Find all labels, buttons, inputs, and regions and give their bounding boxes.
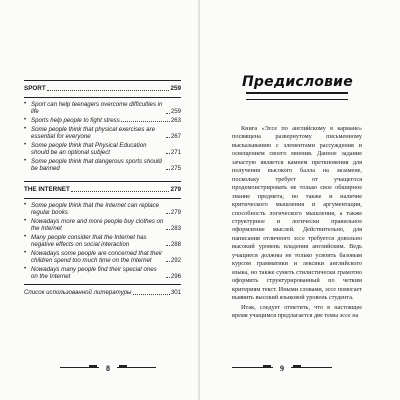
- toc-item[interactable]: [24, 101, 181, 116]
- toc-item-page: 292: [170, 257, 181, 264]
- footer-ornament-icon: [60, 365, 99, 371]
- section-title: THE INTERNET: [24, 185, 70, 193]
- toc-item-page: 288: [170, 241, 181, 248]
- toc-item-title: Nowadays many people find their special ones on the Internet: [31, 265, 157, 280]
- toc-item-page: 263: [170, 117, 181, 124]
- toc-item[interactable]: [24, 234, 181, 249]
- section-rule: [24, 198, 181, 199]
- page-title: Предисловие: [242, 74, 353, 90]
- toc-item[interactable]: [24, 142, 181, 157]
- title-underline-ornament: [246, 92, 348, 100]
- toc-item-page: 267: [170, 133, 181, 140]
- bullet-icon: •: [24, 101, 27, 107]
- dot-leader: [166, 245, 170, 246]
- toc-item-title: Some people think that Physical Education should be an optional subject: [31, 141, 147, 156]
- page-footer-left: [60, 363, 156, 373]
- toc-item-title: Some people think that dangerous sports should be banned: [31, 157, 162, 172]
- toc-item-page: 296: [170, 273, 181, 280]
- toc-item[interactable]: [24, 250, 181, 265]
- page-number: 9: [280, 363, 284, 373]
- toc-item-title: Nowadays some people are concerned that their children spend too much time on the Internet: [31, 249, 163, 264]
- bibliography-title: Список использованной литературы: [24, 289, 132, 297]
- toc-item[interactable]: [24, 158, 181, 173]
- bullet-icon: •: [24, 125, 27, 132]
- bullet-icon: •: [24, 141, 27, 148]
- bullet-icon: •: [24, 233, 27, 240]
- section-rule: [24, 80, 181, 81]
- toc-section-heading[interactable]: [24, 185, 181, 194]
- toc-item-title: Some people think that physical exercises are essential for everyone: [31, 125, 155, 140]
- toc-item-page: 283: [170, 225, 181, 232]
- dot-leader: [166, 113, 170, 114]
- paragraph: Итак, следует отметить, что в настоящее время учащимся предлагается две темы эссе на: [232, 303, 362, 319]
- toc-item-page: 279: [170, 209, 181, 216]
- toc-item-page: 271: [170, 149, 181, 156]
- footer-ornament-icon: [117, 365, 156, 371]
- section-title: SPORT: [24, 85, 46, 92]
- toc-item[interactable]: [24, 266, 181, 281]
- section-page: 259: [170, 85, 181, 92]
- table-of-contents: [24, 76, 181, 297]
- dot-leader: [47, 90, 170, 91]
- bullet-icon: •: [24, 117, 27, 123]
- toc-item[interactable]: [24, 218, 181, 233]
- section-page: 279: [170, 185, 181, 193]
- toc-item-title: Sport can help teenagers overcome difficulties in life: [31, 101, 163, 116]
- toc-item-page: 275: [170, 165, 181, 172]
- body-text: [232, 125, 362, 320]
- dot-leader: [166, 261, 170, 262]
- dot-leader: [71, 191, 170, 192]
- section-rule: [24, 181, 181, 182]
- bibliography-page: 301: [170, 289, 181, 297]
- section-rule: [24, 97, 181, 98]
- bullet-icon: •: [24, 265, 27, 272]
- footer-ornament-icon: [232, 365, 273, 371]
- dot-leader: [121, 121, 170, 122]
- toc-spacer: [24, 174, 181, 177]
- dot-leader: [166, 213, 170, 214]
- toc-item[interactable]: [24, 126, 181, 141]
- page-number: 8: [106, 363, 110, 373]
- dot-leader: [166, 169, 170, 170]
- bullet-icon: •: [24, 217, 27, 224]
- toc-item-title: Sports help people to fight stress: [31, 117, 120, 124]
- dot-leader: [166, 153, 170, 154]
- toc-bibliography[interactable]: [24, 289, 181, 297]
- page-footer-right: [232, 363, 332, 373]
- bullet-icon: •: [24, 249, 27, 256]
- dot-leader: [166, 277, 170, 278]
- toc-item[interactable]: [24, 117, 181, 124]
- toc-item-title: Nowadays more and more people buy clothes on the Internet: [31, 217, 164, 232]
- toc-item-title: Many people consider that the Internet has negative effects on social interaction: [31, 233, 147, 248]
- bullet-icon: •: [24, 201, 27, 208]
- toc-item[interactable]: [24, 202, 181, 217]
- bullet-icon: •: [24, 157, 27, 164]
- toc-item-title: Some people think that the Internet can replace regular books: [31, 201, 160, 216]
- footer-ornament-icon: [291, 365, 332, 371]
- dot-leader: [166, 229, 170, 230]
- chapter-title-block: [242, 74, 352, 100]
- toc-section-heading[interactable]: [24, 84, 181, 93]
- section-rule: [24, 284, 181, 285]
- dot-leader: [166, 137, 170, 138]
- toc-item-page: 259: [170, 108, 181, 116]
- dot-leader: [133, 294, 170, 295]
- paragraph: Книга «Эссе по английскому в кармане» посвящена развернутому письменному высказыванию с элементами рассуждения и освещением своего мнения. Данное задание зачастую является камнем преткновения для получения высокого балла на экзамене, поскольку требует от учащегося продемонстрировать не только свое обширное знание предмета, но также и наличие критического мышления и аргументации, способность логического мышления, а также структурное и логически правильное оформление мыслей. Действительно, для написания отличного эссе требуется довольно высокий уровень владения английским. Ведь учащиеся должны не только усвоить базовым курсом грамматики и лексики английского языка, но также суметь стилистически грамотно оформить структурированный по четким критериям текст. Иными словами, эссе помогает выявить высокий языковой уровень студента.: [232, 125, 362, 302]
